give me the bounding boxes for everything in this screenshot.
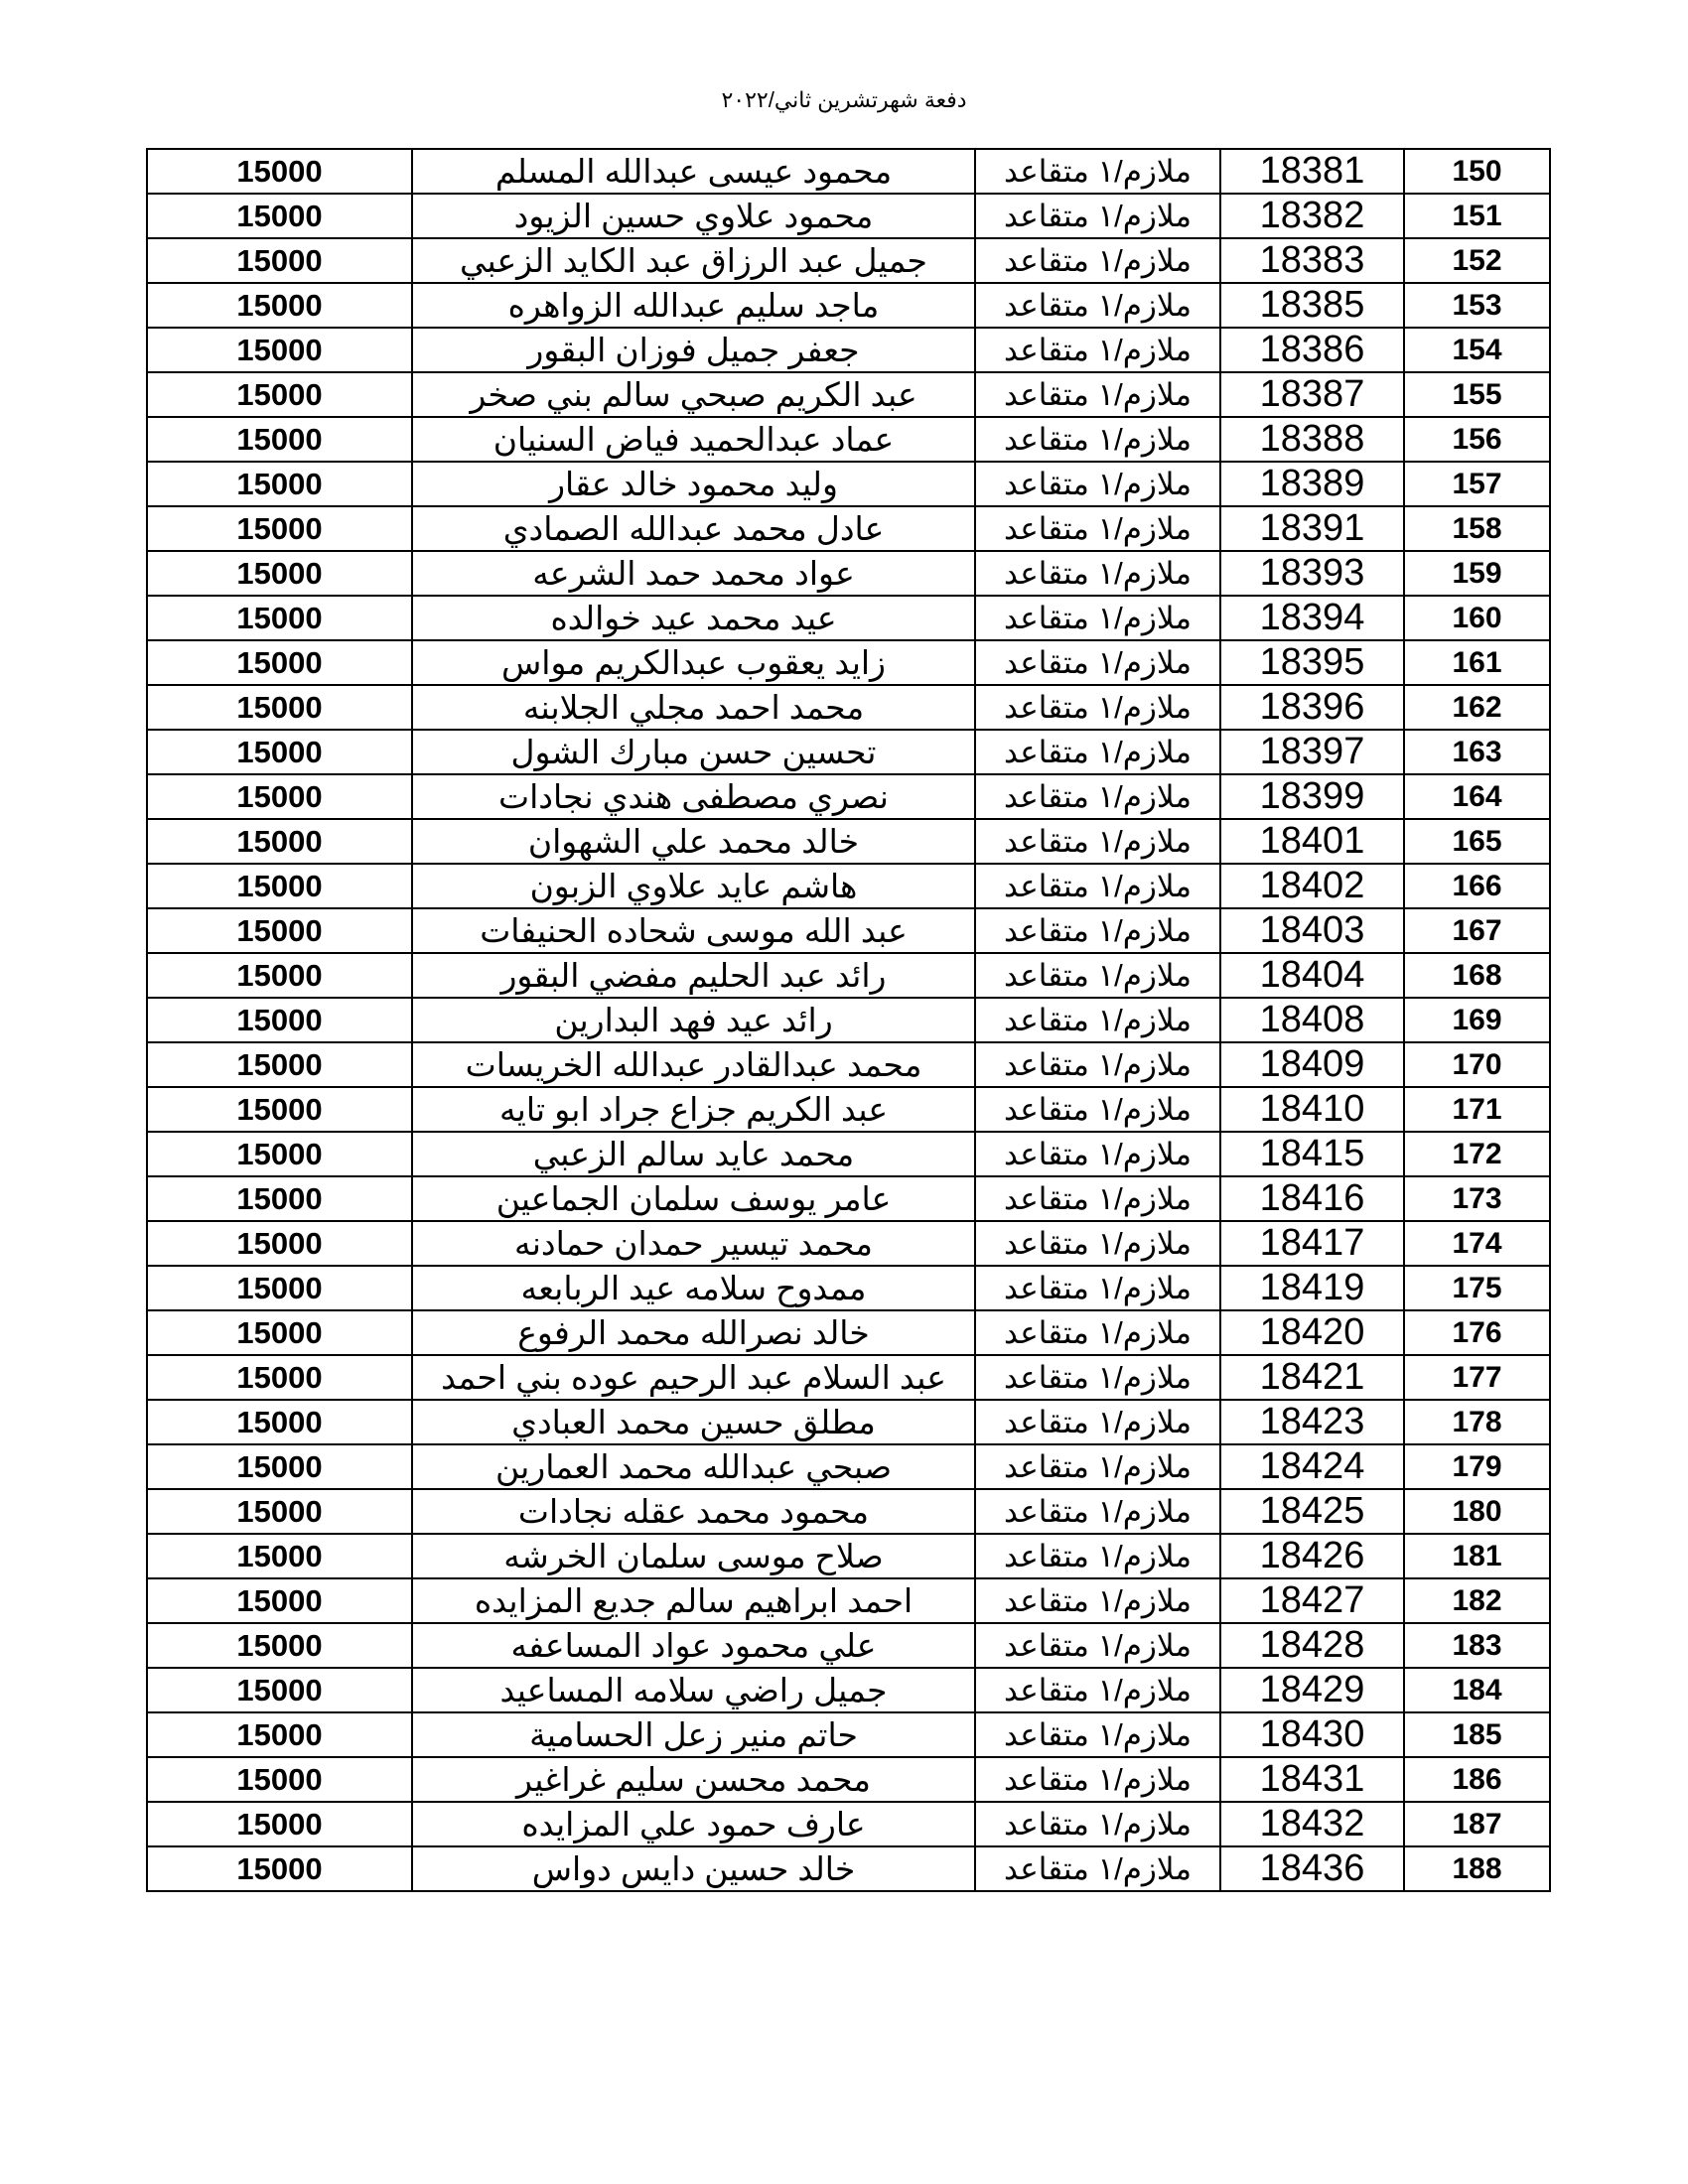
sequence-number-cell: 172 [1404,1132,1550,1176]
military-number-cell: 18399 [1220,774,1404,819]
sequence-number-cell: 181 [1404,1534,1550,1578]
rank-cell: ملازم/١ متقاعد [975,774,1220,819]
amount-cell: 15000 [147,1802,412,1846]
table-row [147,1846,1550,1891]
name-cell: ممدوح سلامه عيد الربابعه [412,1266,975,1310]
military-number-cell: 18417 [1220,1221,1404,1266]
military-number-cell: 18382 [1220,194,1404,238]
rank-cell: ملازم/١ متقاعد [975,1310,1220,1355]
name-cell: جميل راضي سلامه المساعيد [412,1668,975,1712]
military-number-cell: 18421 [1220,1355,1404,1400]
table-row [147,1132,1550,1176]
name-cell: عامر يوسف سلمان الجماعين [412,1176,975,1221]
military-number-cell: 18424 [1220,1444,1404,1489]
military-number-cell: 18425 [1220,1489,1404,1534]
amount-cell: 15000 [147,1534,412,1578]
amount-cell: 15000 [147,1578,412,1623]
sequence-number-cell: 166 [1404,864,1550,908]
table-row [147,1712,1550,1757]
rank-cell: ملازم/١ متقاعد [975,1668,1220,1712]
table-row [147,1489,1550,1534]
name-cell: عبد السلام عبد الرحيم عوده بني احمد [412,1355,975,1400]
rank-cell: ملازم/١ متقاعد [975,1042,1220,1087]
amount-cell: 15000 [147,506,412,551]
table-row [147,1087,1550,1132]
sequence-number-cell: 188 [1404,1846,1550,1891]
name-cell: عيد محمد عيد خوالده [412,596,975,640]
rank-cell: ملازم/١ متقاعد [975,864,1220,908]
military-number-cell: 18432 [1220,1802,1404,1846]
sequence-number-cell: 179 [1404,1444,1550,1489]
rank-cell: ملازم/١ متقاعد [975,1221,1220,1266]
amount-cell: 15000 [147,1087,412,1132]
table-row [147,1042,1550,1087]
amount-cell: 15000 [147,551,412,596]
military-number-cell: 18408 [1220,998,1404,1042]
name-cell: احمد ابراهيم سالم جديع المزايده [412,1578,975,1623]
table-row [147,730,1550,774]
name-cell: حاتم منير زعل الحسامية [412,1712,975,1757]
sequence-number-cell: 170 [1404,1042,1550,1087]
payroll-table-body [147,149,1550,1891]
table-row [147,238,1550,283]
sequence-number-cell: 178 [1404,1400,1550,1444]
sequence-number-cell: 173 [1404,1176,1550,1221]
name-cell: محمود عيسى عبدالله المسلم [412,149,975,194]
table-row [147,1534,1550,1578]
amount-cell: 15000 [147,1757,412,1802]
military-number-cell: 18428 [1220,1623,1404,1668]
amount-cell: 15000 [147,1712,412,1757]
table-row [147,1400,1550,1444]
name-cell: محمد عايد سالم الزعبي [412,1132,975,1176]
table-row [147,1578,1550,1623]
rank-cell: ملازم/١ متقاعد [975,1578,1220,1623]
table-row [147,417,1550,462]
sequence-number-cell: 152 [1404,238,1550,283]
military-number-cell: 18401 [1220,819,1404,864]
military-number-cell: 18402 [1220,864,1404,908]
rank-cell: ملازم/١ متقاعد [975,551,1220,596]
amount-cell: 15000 [147,372,412,417]
sequence-number-cell: 155 [1404,372,1550,417]
amount-cell: 15000 [147,417,412,462]
sequence-number-cell: 168 [1404,953,1550,998]
amount-cell: 15000 [147,462,412,506]
table-row [147,774,1550,819]
rank-cell: ملازم/١ متقاعد [975,1712,1220,1757]
name-cell: جميل عبد الرزاق عبد الكايد الزعبي [412,238,975,283]
sequence-number-cell: 164 [1404,774,1550,819]
amount-cell: 15000 [147,1623,412,1668]
name-cell: صلاح موسى سلمان الخرشه [412,1534,975,1578]
table-row [147,1266,1550,1310]
page-title: دفعة شهرتشرين ثاني/٢٠٢٢ [721,87,967,112]
table-row [147,1757,1550,1802]
name-cell: وليد محمود خالد عقار [412,462,975,506]
rank-cell: ملازم/١ متقاعد [975,1132,1220,1176]
rank-cell: ملازم/١ متقاعد [975,462,1220,506]
amount-cell: 15000 [147,864,412,908]
sequence-number-cell: 183 [1404,1623,1550,1668]
amount-cell: 15000 [147,1266,412,1310]
amount-cell: 15000 [147,328,412,372]
name-cell: خالد محمد علي الشهوان [412,819,975,864]
rank-cell: ملازم/١ متقاعد [975,640,1220,685]
name-cell: عواد محمد حمد الشرعه [412,551,975,596]
amount-cell: 15000 [147,1132,412,1176]
amount-cell: 15000 [147,685,412,730]
military-number-cell: 18397 [1220,730,1404,774]
amount-cell: 15000 [147,819,412,864]
amount-cell: 15000 [147,1355,412,1400]
table-row [147,506,1550,551]
amount-cell: 15000 [147,953,412,998]
name-cell: عبد الكريم صبحي سالم بني صخر [412,372,975,417]
name-cell: محمد احمد مجلي الجلابنه [412,685,975,730]
table-row [147,283,1550,328]
table-row [147,998,1550,1042]
amount-cell: 15000 [147,1176,412,1221]
sequence-number-cell: 162 [1404,685,1550,730]
military-number-cell: 18430 [1220,1712,1404,1757]
sequence-number-cell: 176 [1404,1310,1550,1355]
name-cell: هاشم عايد علاوي الزبون [412,864,975,908]
military-number-cell: 18395 [1220,640,1404,685]
amount-cell: 15000 [147,774,412,819]
sequence-number-cell: 165 [1404,819,1550,864]
table-row [147,372,1550,417]
table-row [147,1668,1550,1712]
rank-cell: ملازم/١ متقاعد [975,685,1220,730]
name-cell: محمد تيسير حمدان حمادنه [412,1221,975,1266]
military-number-cell: 18423 [1220,1400,1404,1444]
military-number-cell: 18415 [1220,1132,1404,1176]
sequence-number-cell: 185 [1404,1712,1550,1757]
amount-cell: 15000 [147,730,412,774]
military-number-cell: 18394 [1220,596,1404,640]
name-cell: عماد عبدالحميد فياض السنيان [412,417,975,462]
sequence-number-cell: 157 [1404,462,1550,506]
name-cell: علي محمود عواد المساعفه [412,1623,975,1668]
rank-cell: ملازم/١ متقاعد [975,1489,1220,1534]
sequence-number-cell: 171 [1404,1087,1550,1132]
military-number-cell: 18393 [1220,551,1404,596]
sequence-number-cell: 163 [1404,730,1550,774]
rank-cell: ملازم/١ متقاعد [975,1534,1220,1578]
rank-cell: ملازم/١ متقاعد [975,819,1220,864]
military-number-cell: 18387 [1220,372,1404,417]
sequence-number-cell: 160 [1404,596,1550,640]
military-number-cell: 18385 [1220,283,1404,328]
military-number-cell: 18410 [1220,1087,1404,1132]
name-cell: مطلق حسين محمد العبادي [412,1400,975,1444]
sequence-number-cell: 150 [1404,149,1550,194]
table-row [147,149,1550,194]
military-number-cell: 18409 [1220,1042,1404,1087]
table-row [147,864,1550,908]
table-row [147,1444,1550,1489]
military-number-cell: 18416 [1220,1176,1404,1221]
rank-cell: ملازم/١ متقاعد [975,506,1220,551]
military-number-cell: 18403 [1220,908,1404,953]
amount-cell: 15000 [147,194,412,238]
rank-cell: ملازم/١ متقاعد [975,1087,1220,1132]
rank-cell: ملازم/١ متقاعد [975,1757,1220,1802]
military-number-cell: 18383 [1220,238,1404,283]
rank-cell: ملازم/١ متقاعد [975,328,1220,372]
name-cell: محمد محسن سليم غراغير [412,1757,975,1802]
amount-cell: 15000 [147,1310,412,1355]
name-cell: نصري مصطفى هندي نجادات [412,774,975,819]
sequence-number-cell: 187 [1404,1802,1550,1846]
rank-cell: ملازم/١ متقاعد [975,1176,1220,1221]
military-number-cell: 18436 [1220,1846,1404,1891]
table-row [147,908,1550,953]
sequence-number-cell: 182 [1404,1578,1550,1623]
amount-cell: 15000 [147,1042,412,1087]
sequence-number-cell: 151 [1404,194,1550,238]
name-cell: عبد الكريم جزاع جراد ابو تايه [412,1087,975,1132]
amount-cell: 15000 [147,1400,412,1444]
name-cell: محمود علاوي حسين الزيود [412,194,975,238]
military-number-cell: 18388 [1220,417,1404,462]
name-cell: تحسين حسن مبارك الشول [412,730,975,774]
table-row [147,1221,1550,1266]
sequence-number-cell: 186 [1404,1757,1550,1802]
name-cell: محمد عبدالقادر عبدالله الخريسات [412,1042,975,1087]
sequence-number-cell: 159 [1404,551,1550,596]
military-number-cell: 18419 [1220,1266,1404,1310]
amount-cell: 15000 [147,1846,412,1891]
sequence-number-cell: 156 [1404,417,1550,462]
amount-cell: 15000 [147,238,412,283]
military-number-cell: 18426 [1220,1534,1404,1578]
military-number-cell: 18381 [1220,149,1404,194]
sequence-number-cell: 184 [1404,1668,1550,1712]
rank-cell: ملازم/١ متقاعد [975,908,1220,953]
table-row [147,1623,1550,1668]
sequence-number-cell: 180 [1404,1489,1550,1534]
amount-cell: 15000 [147,1221,412,1266]
table-row [147,1802,1550,1846]
sequence-number-cell: 167 [1404,908,1550,953]
rank-cell: ملازم/١ متقاعد [975,1623,1220,1668]
name-cell: خالد حسين دايس دواس [412,1846,975,1891]
sequence-number-cell: 154 [1404,328,1550,372]
table-row [147,194,1550,238]
sequence-number-cell: 153 [1404,283,1550,328]
rank-cell: ملازم/١ متقاعد [975,1400,1220,1444]
military-number-cell: 18396 [1220,685,1404,730]
table-row [147,328,1550,372]
rank-cell: ملازم/١ متقاعد [975,953,1220,998]
rank-cell: ملازم/١ متقاعد [975,238,1220,283]
sequence-number-cell: 158 [1404,506,1550,551]
military-number-cell: 18404 [1220,953,1404,998]
name-cell: ماجد سليم عبدالله الزواهره [412,283,975,328]
sequence-number-cell: 161 [1404,640,1550,685]
military-number-cell: 18391 [1220,506,1404,551]
amount-cell: 15000 [147,1668,412,1712]
table-row [147,1355,1550,1400]
rank-cell: ملازم/١ متقاعد [975,417,1220,462]
name-cell: رائد عبد الحليم مفضي البقور [412,953,975,998]
payroll-table [146,148,1551,1892]
rank-cell: ملازم/١ متقاعد [975,149,1220,194]
name-cell: عارف حمود علي المزايده [412,1802,975,1846]
military-number-cell: 18420 [1220,1310,1404,1355]
name-cell: محمود محمد عقله نجادات [412,1489,975,1534]
military-number-cell: 18386 [1220,328,1404,372]
rank-cell: ملازم/١ متقاعد [975,1802,1220,1846]
name-cell: خالد نصرالله محمد الرفوع [412,1310,975,1355]
sequence-number-cell: 169 [1404,998,1550,1042]
amount-cell: 15000 [147,1489,412,1534]
payroll-table-container [146,148,1539,1892]
sequence-number-cell: 177 [1404,1355,1550,1400]
amount-cell: 15000 [147,998,412,1042]
table-row [147,953,1550,998]
military-number-cell: 18429 [1220,1668,1404,1712]
name-cell: زايد يعقوب عبدالكريم مواس [412,640,975,685]
amount-cell: 15000 [147,283,412,328]
amount-cell: 15000 [147,596,412,640]
military-number-cell: 18431 [1220,1757,1404,1802]
amount-cell: 15000 [147,1444,412,1489]
table-row [147,1310,1550,1355]
rank-cell: ملازم/١ متقاعد [975,372,1220,417]
name-cell: عادل محمد عبدالله الصمادي [412,506,975,551]
table-row [147,819,1550,864]
name-cell: رائد عيد فهد البدارين [412,998,975,1042]
table-row [147,1176,1550,1221]
table-row [147,551,1550,596]
name-cell: جعفر جميل فوزان البقور [412,328,975,372]
rank-cell: ملازم/١ متقاعد [975,1444,1220,1489]
table-row [147,640,1550,685]
military-number-cell: 18427 [1220,1578,1404,1623]
sequence-number-cell: 175 [1404,1266,1550,1310]
rank-cell: ملازم/١ متقاعد [975,1355,1220,1400]
name-cell: عبد الله موسى شحاده الحنيفات [412,908,975,953]
military-number-cell: 18389 [1220,462,1404,506]
amount-cell: 15000 [147,908,412,953]
name-cell: صبحي عبدالله محمد العمارين [412,1444,975,1489]
rank-cell: ملازم/١ متقاعد [975,998,1220,1042]
rank-cell: ملازم/١ متقاعد [975,194,1220,238]
rank-cell: ملازم/١ متقاعد [975,1266,1220,1310]
rank-cell: ملازم/١ متقاعد [975,283,1220,328]
table-row [147,596,1550,640]
rank-cell: ملازم/١ متقاعد [975,1846,1220,1891]
rank-cell: ملازم/١ متقاعد [975,596,1220,640]
amount-cell: 15000 [147,640,412,685]
sequence-number-cell: 174 [1404,1221,1550,1266]
table-row [147,685,1550,730]
table-row [147,462,1550,506]
rank-cell: ملازم/١ متقاعد [975,730,1220,774]
amount-cell: 15000 [147,149,412,194]
